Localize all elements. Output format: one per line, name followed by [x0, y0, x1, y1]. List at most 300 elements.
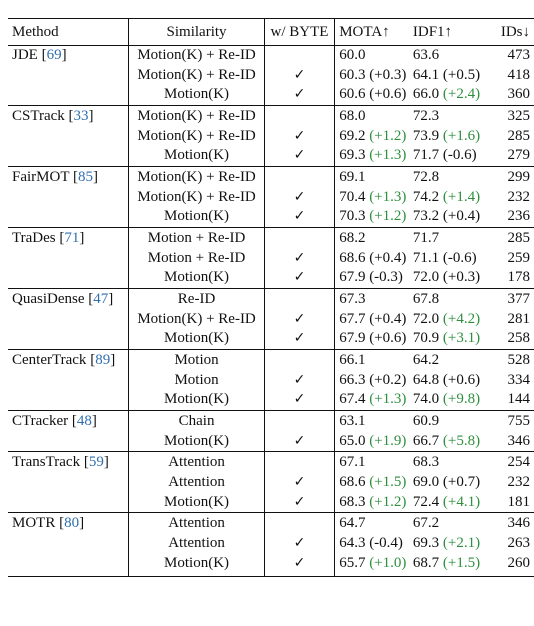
idf1-delta: (+0.6) [442, 371, 481, 388]
ids-cell: 260 [490, 554, 534, 577]
checkmark-icon: ✓ [293, 554, 306, 571]
method-cell: TraDes [71] [8, 227, 129, 249]
table-row [8, 188, 534, 208]
byte-cell [264, 534, 334, 554]
table-row [8, 288, 534, 310]
idf1-value: 67.8 [412, 290, 440, 307]
header-idf1: IDF1↑ [413, 19, 491, 46]
table-row [8, 493, 534, 513]
mota-cell [335, 249, 413, 269]
idf1-delta: (+1.5) [442, 554, 481, 571]
idf1-value: 71.7 [412, 229, 440, 246]
mota-cell [335, 534, 413, 554]
idf1-cell [413, 188, 491, 208]
idf1-value: 72.4 [412, 493, 440, 510]
citation-link[interactable]: 59 [88, 454, 104, 470]
idf1-delta: (+2.4) [442, 86, 481, 102]
idf1-cell [413, 410, 491, 432]
table-row [8, 46, 534, 66]
ids-cell: 360 [507, 86, 530, 102]
mota-value: 66.3 [339, 371, 366, 388]
method-name: CenterTrack [12, 351, 87, 368]
similarity-cell: Motion(K) + Re-ID [129, 46, 264, 66]
idf1-value: 63.6 [412, 47, 440, 63]
mota-value: 60.3 [339, 66, 366, 83]
byte-cell [264, 249, 334, 269]
ids-cell: 281 [507, 310, 530, 327]
method-cell [8, 554, 129, 577]
idf1-cell [413, 127, 491, 147]
header-similarity: Similarity [129, 19, 264, 46]
idf1-cell [413, 534, 491, 554]
checkmark-icon: ✓ [293, 371, 306, 388]
table-row [8, 554, 534, 577]
mota-cell [335, 46, 413, 66]
ids-cell: 279 [507, 147, 530, 163]
byte-cell [264, 288, 334, 310]
mota-value: 67.9 [339, 330, 366, 346]
checkmark-icon: ✓ [293, 330, 306, 346]
idf1-cell [413, 146, 491, 166]
checkmark-icon: ✓ [293, 310, 306, 327]
mota-delta: (+1.2) [369, 208, 407, 224]
idf1-value: 71.1 [412, 249, 440, 266]
byte-cell [264, 473, 334, 493]
results-table [8, 18, 534, 577]
mota-delta: (-0.3) [369, 269, 403, 285]
ids-cell: 285 [507, 127, 530, 144]
mota-cell [335, 390, 413, 410]
header-mota: MOTA↑ [335, 19, 413, 46]
citation-link[interactable]: 47 [93, 290, 109, 307]
method-cell: CTracker [48] [8, 410, 129, 432]
mota-cell [335, 432, 413, 452]
table-row [8, 127, 534, 147]
idf1-value: 72.3 [412, 107, 440, 124]
similarity-cell: Motion(K) + Re-ID [129, 127, 264, 147]
similarity-cell: Attention [129, 452, 264, 474]
byte-cell [264, 105, 334, 127]
mota-delta: (-0.4) [369, 535, 403, 551]
similarity-cell: Motion(K) [129, 207, 264, 227]
table-row [8, 85, 534, 105]
idf1-cell [413, 432, 491, 452]
method-cell [8, 310, 129, 330]
idf1-delta: (+0.4) [442, 208, 481, 224]
mota-delta: (+0.4) [369, 310, 407, 327]
mota-cell [335, 227, 413, 249]
mota-delta: (+0.3) [369, 66, 407, 83]
citation-link[interactable]: 69 [46, 47, 62, 63]
citation-link[interactable]: 80 [64, 515, 80, 531]
mota-value: 63.1 [339, 412, 366, 429]
mota-value: 67.1 [339, 454, 366, 470]
ids-cell: 178 [507, 269, 530, 285]
mota-value: 69.2 [339, 127, 366, 144]
byte-cell [264, 166, 334, 188]
idf1-value: 74.2 [412, 188, 440, 205]
method-name: CTracker [12, 412, 69, 429]
mota-cell [335, 473, 413, 493]
method-cell [8, 66, 129, 86]
mota-value: 68.0 [339, 107, 366, 124]
method-cell [8, 432, 129, 452]
idf1-value: 64.2 [412, 351, 440, 368]
mota-value: 68.6 [339, 249, 366, 266]
method-name: TraDes [12, 229, 56, 246]
mota-cell [335, 329, 413, 349]
table-row [8, 349, 534, 371]
mota-cell [335, 105, 413, 127]
idf1-cell [413, 310, 491, 330]
method-cell [8, 207, 129, 227]
mota-cell [335, 310, 413, 330]
idf1-value: 71.7 [412, 147, 440, 163]
mota-value: 70.4 [339, 188, 366, 205]
mota-cell [335, 288, 413, 310]
mota-delta: (+0.6) [369, 86, 407, 102]
table-row [8, 166, 534, 188]
header-method: Method [8, 19, 129, 46]
similarity-cell: Motion + Re-ID [129, 227, 264, 249]
idf1-value: 72.0 [412, 269, 440, 285]
similarity-cell: Motion(K) [129, 554, 264, 577]
idf1-cell [413, 329, 491, 349]
ids-cell: 377 [490, 288, 534, 310]
idf1-value: 64.8 [412, 371, 440, 388]
similarity-cell: Chain [129, 410, 264, 432]
mota-value: 67.4 [339, 391, 366, 407]
idf1-delta: (+0.5) [442, 66, 481, 83]
idf1-cell [413, 207, 491, 227]
similarity-cell: Motion(K) [129, 493, 264, 513]
mota-delta: (+1.3) [369, 188, 407, 205]
ids-cell: 299 [490, 166, 534, 188]
idf1-cell [413, 371, 491, 391]
similarity-cell: Motion(K) + Re-ID [129, 188, 264, 208]
mota-delta: (+0.4) [369, 249, 407, 266]
similarity-cell: Motion(K) [129, 146, 264, 166]
table-row [8, 410, 534, 432]
mota-delta: (+1.0) [369, 554, 407, 571]
table-row [8, 473, 534, 493]
idf1-value: 74.0 [412, 391, 440, 407]
mota-cell [335, 410, 413, 432]
mota-cell [335, 493, 413, 513]
method-name: JDE [12, 47, 38, 63]
table-row [8, 452, 534, 474]
citation-link[interactable]: 33 [73, 107, 89, 124]
similarity-cell: Motion(K) [129, 390, 264, 410]
idf1-delta: (+4.2) [442, 310, 481, 327]
similarity-cell: Motion + Re-ID [129, 249, 264, 269]
idf1-value: 66.7 [412, 432, 440, 449]
method-name: TransTrack [12, 454, 81, 470]
idf1-cell [413, 46, 491, 66]
table-row [8, 268, 534, 288]
ids-cell: 236 [507, 208, 530, 224]
method-cell [8, 85, 129, 105]
idf1-cell [413, 66, 491, 86]
similarity-cell: Motion(K) [129, 85, 264, 105]
method-cell [8, 371, 129, 391]
method-cell [8, 473, 129, 493]
idf1-value: 64.1 [412, 66, 440, 83]
mota-value: 65.7 [339, 554, 366, 571]
mota-value: 65.0 [339, 432, 366, 449]
method-name: QuasiDense [12, 290, 85, 307]
method-cell [8, 188, 129, 208]
method-cell [8, 127, 129, 147]
byte-cell [264, 227, 334, 249]
idf1-value: 60.9 [412, 412, 440, 429]
citation-link[interactable]: 89 [95, 351, 111, 368]
similarity-cell: Attention [129, 473, 264, 493]
mota-cell [335, 85, 413, 105]
method-cell: FairMOT [85] [8, 166, 129, 188]
similarity-cell: Attention [129, 534, 264, 554]
byte-cell [264, 188, 334, 208]
byte-cell [264, 493, 334, 513]
byte-cell [264, 127, 334, 147]
mota-value: 66.1 [339, 351, 366, 368]
idf1-cell [413, 493, 491, 513]
checkmark-icon: ✓ [293, 391, 306, 407]
mota-cell [335, 268, 413, 288]
header-row [8, 19, 534, 46]
idf1-cell [413, 288, 491, 310]
mota-cell [335, 66, 413, 86]
method-cell: CSTrack [33] [8, 105, 129, 127]
ids-cell: 346 [490, 513, 534, 535]
idf1-value: 69.3 [412, 535, 440, 551]
mota-cell [335, 188, 413, 208]
ids-cell: 285 [490, 227, 534, 249]
mota-delta: (+0.6) [369, 330, 407, 346]
table-row [8, 534, 534, 554]
checkmark-icon: ✓ [293, 535, 306, 551]
mota-value: 64.3 [339, 535, 366, 551]
idf1-cell [413, 473, 491, 493]
mota-delta: (+1.3) [369, 147, 407, 163]
table-row [8, 249, 534, 269]
mota-cell [335, 554, 413, 577]
method-name: FairMOT [12, 168, 70, 185]
similarity-cell: Re-ID [129, 288, 264, 310]
mota-cell [335, 452, 413, 474]
mota-value: 60.6 [339, 86, 366, 102]
citation-link[interactable]: 71 [64, 229, 80, 246]
idf1-cell [413, 513, 491, 535]
ids-cell: 346 [507, 432, 530, 449]
ids-cell: 473 [507, 47, 530, 63]
idf1-cell [413, 554, 491, 577]
mota-value: 68.6 [339, 474, 366, 490]
similarity-cell: Motion(K) [129, 432, 264, 452]
byte-cell [264, 513, 334, 535]
idf1-delta: (+4.1) [442, 493, 481, 510]
idf1-value: 73.2 [412, 208, 440, 224]
byte-cell [264, 66, 334, 86]
byte-cell [264, 207, 334, 227]
idf1-value: 67.2 [412, 515, 440, 531]
mota-delta: (+1.2) [369, 493, 407, 510]
idf1-value: 68.3 [412, 454, 440, 470]
checkmark-icon: ✓ [293, 127, 306, 144]
byte-cell [264, 390, 334, 410]
idf1-delta: (+3.1) [442, 330, 481, 346]
mota-cell [335, 127, 413, 147]
byte-cell [264, 85, 334, 105]
byte-cell [264, 432, 334, 452]
mota-cell [335, 166, 413, 188]
mota-delta: (+1.9) [369, 432, 407, 449]
mota-delta: (+0.2) [369, 371, 407, 388]
idf1-delta: (+2.1) [442, 535, 481, 551]
similarity-cell: Attention [129, 513, 264, 535]
table-row [8, 105, 534, 127]
idf1-value: 70.9 [412, 330, 440, 346]
idf1-cell [413, 105, 491, 127]
mota-delta: (+1.5) [369, 474, 407, 490]
table-row [8, 146, 534, 166]
idf1-value: 72.8 [412, 168, 440, 185]
idf1-cell [413, 85, 491, 105]
similarity-cell: Motion(K) + Re-ID [129, 310, 264, 330]
idf1-value: 72.0 [412, 310, 440, 327]
idf1-value: 73.9 [412, 127, 440, 144]
idf1-cell [413, 390, 491, 410]
method-cell [8, 390, 129, 410]
table-row [8, 513, 534, 535]
mota-value: 70.3 [339, 208, 366, 224]
idf1-value: 66.0 [412, 86, 440, 102]
table-row [8, 207, 534, 227]
method-cell [8, 249, 129, 269]
similarity-cell: Motion(K) [129, 268, 264, 288]
table-body [8, 46, 534, 577]
checkmark-icon: ✓ [293, 474, 306, 490]
idf1-cell [413, 249, 491, 269]
checkmark-icon: ✓ [293, 66, 306, 83]
idf1-cell [413, 452, 491, 474]
mota-cell [335, 513, 413, 535]
ids-cell: 528 [490, 349, 534, 371]
table-row [8, 432, 534, 452]
idf1-delta: (+0.3) [442, 269, 481, 285]
checkmark-icon: ✓ [293, 432, 306, 449]
similarity-cell: Motion(K) + Re-ID [129, 166, 264, 188]
byte-cell [264, 146, 334, 166]
method-name: MOTR [12, 515, 56, 531]
header-byte: w/ BYTE [264, 19, 334, 46]
byte-cell [264, 554, 334, 577]
mota-value: 69.3 [339, 147, 366, 163]
mota-delta: (+1.2) [369, 127, 407, 144]
ids-cell: 232 [507, 474, 530, 490]
mota-value: 68.3 [339, 493, 366, 510]
citation-link[interactable]: 48 [76, 412, 92, 429]
mota-value: 69.1 [339, 168, 366, 185]
method-cell: JDE [69] [12, 47, 67, 63]
table-row [8, 227, 534, 249]
byte-cell [264, 310, 334, 330]
checkmark-icon: ✓ [293, 208, 306, 224]
method-cell: MOTR [80] [8, 513, 129, 535]
method-cell [8, 268, 129, 288]
ids-cell: 258 [507, 330, 530, 346]
method-cell: CenterTrack [89] [8, 349, 129, 371]
byte-cell [264, 349, 334, 371]
checkmark-icon: ✓ [293, 147, 306, 163]
ids-cell: 144 [507, 391, 530, 407]
byte-cell [264, 371, 334, 391]
method-cell [8, 146, 129, 166]
similarity-cell: Motion [129, 349, 264, 371]
idf1-delta: (+9.8) [442, 391, 481, 407]
byte-cell [264, 268, 334, 288]
header-ids: IDs↓ [490, 19, 534, 46]
similarity-cell: Motion(K) + Re-ID [129, 105, 264, 127]
ids-cell: 181 [507, 493, 530, 510]
method-cell [8, 534, 129, 554]
idf1-cell [413, 227, 491, 249]
ids-cell: 755 [490, 410, 534, 432]
checkmark-icon: ✓ [293, 269, 306, 285]
ids-cell: 325 [490, 105, 534, 127]
idf1-delta: (+0.7) [442, 474, 481, 490]
method-name: CSTrack [12, 107, 65, 124]
mota-cell [335, 371, 413, 391]
checkmark-icon: ✓ [293, 188, 306, 205]
idf1-cell [413, 349, 491, 371]
idf1-delta: (+1.4) [442, 188, 481, 205]
ids-cell: 259 [507, 249, 530, 266]
mota-value: 60.0 [339, 47, 366, 63]
mota-value: 67.9 [339, 269, 366, 285]
byte-cell [264, 329, 334, 349]
byte-cell [264, 410, 334, 432]
ids-cell: 334 [507, 371, 530, 388]
similarity-cell: Motion(K) + Re-ID [129, 66, 264, 86]
table-row [8, 371, 534, 391]
similarity-cell: Motion [129, 371, 264, 391]
ids-cell: 263 [507, 535, 530, 551]
idf1-delta: (+5.8) [442, 432, 481, 449]
ids-cell: 254 [490, 452, 534, 474]
idf1-cell [413, 268, 491, 288]
table-row [8, 66, 534, 86]
checkmark-icon: ✓ [293, 249, 306, 266]
method-cell [8, 329, 129, 349]
mota-value: 64.7 [339, 515, 366, 531]
method-cell: TransTrack [59] [8, 452, 129, 474]
idf1-delta: (-0.6) [442, 147, 477, 163]
mota-value: 67.3 [339, 290, 366, 307]
ids-cell: 232 [507, 188, 530, 205]
checkmark-icon: ✓ [293, 493, 306, 510]
idf1-value: 69.0 [412, 474, 440, 490]
checkmark-icon: ✓ [293, 86, 306, 102]
ids-cell: 418 [507, 66, 530, 83]
mota-value: 68.2 [339, 229, 366, 246]
method-cell: QuasiDense [47] [8, 288, 129, 310]
citation-link[interactable]: 85 [77, 168, 93, 185]
mota-value: 67.7 [339, 310, 366, 327]
mota-cell [335, 207, 413, 227]
table-row [8, 390, 534, 410]
table-row [8, 329, 534, 349]
